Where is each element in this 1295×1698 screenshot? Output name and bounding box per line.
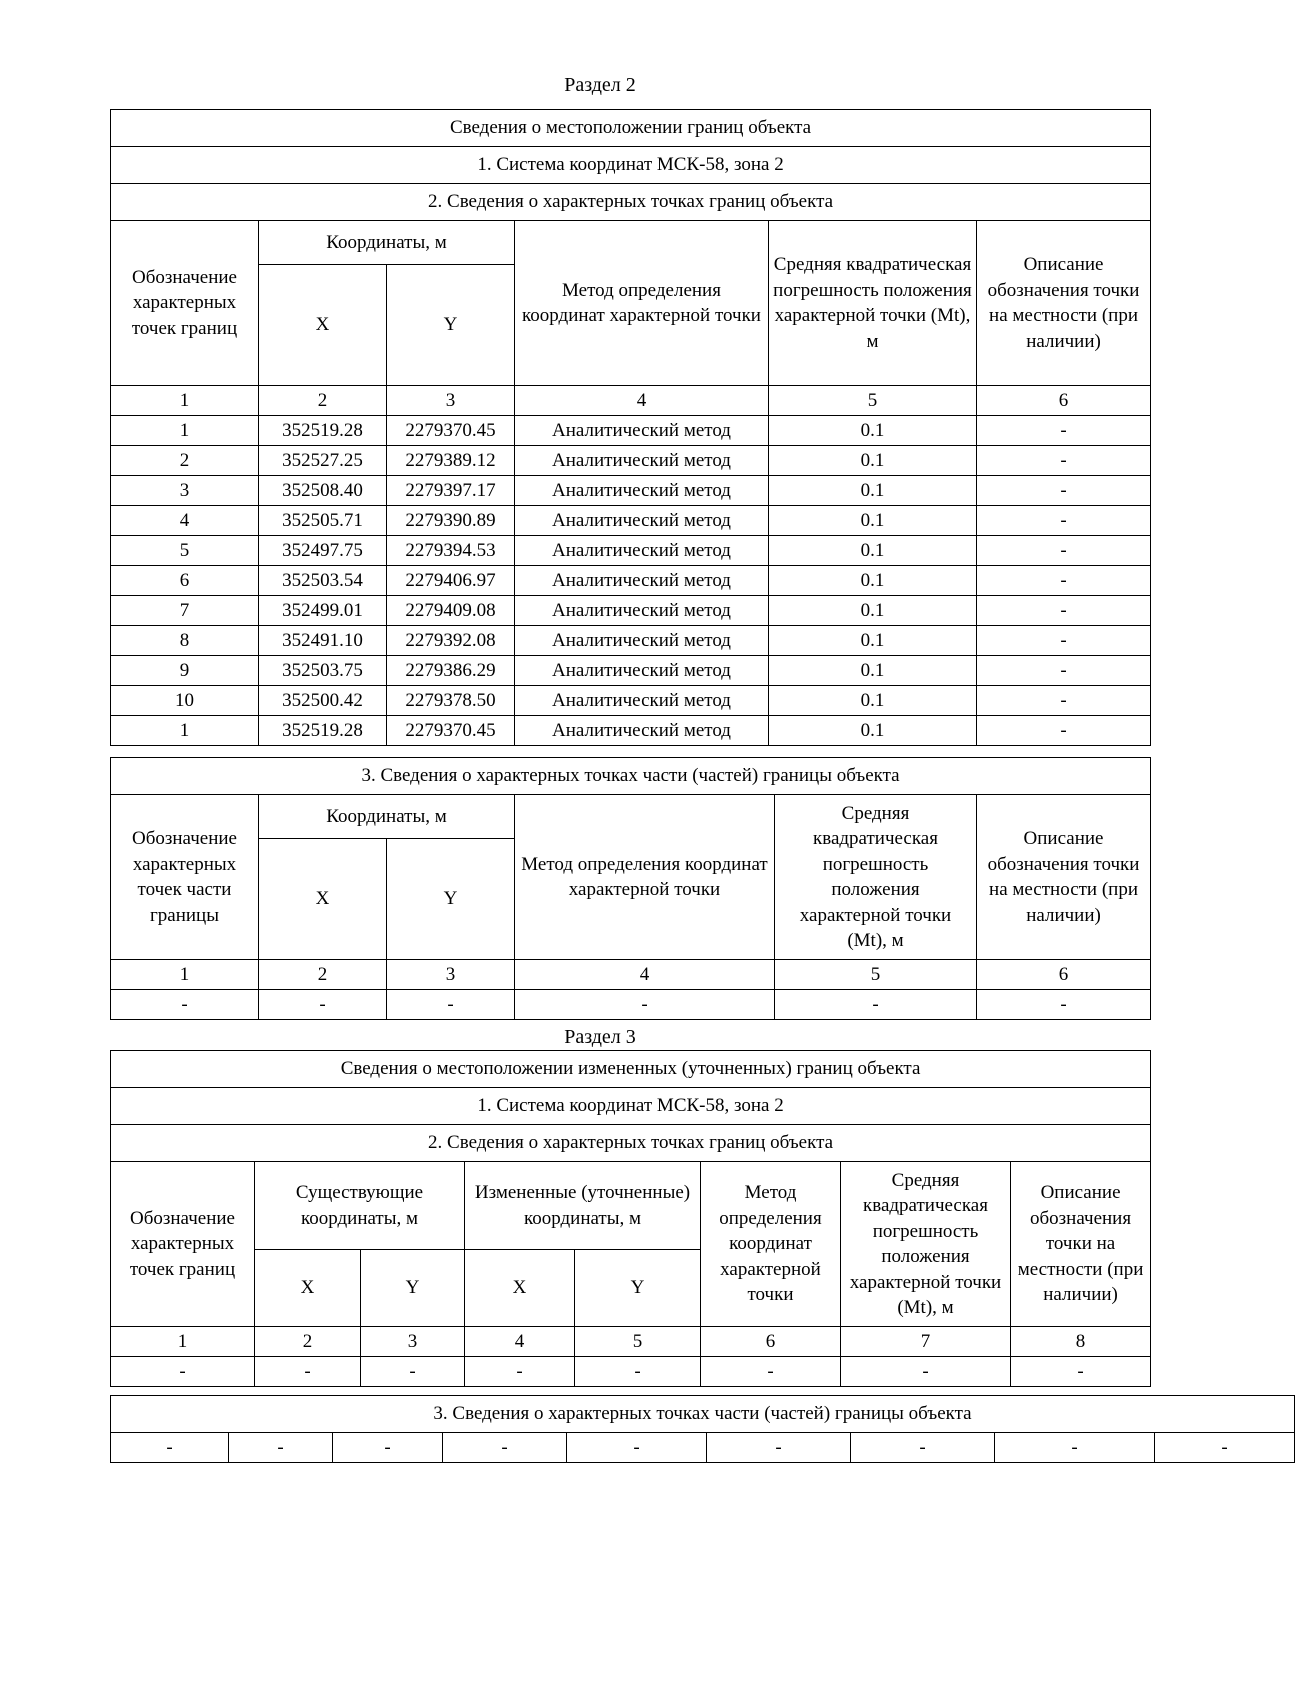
column-number: 6 [977, 960, 1151, 990]
section3-coordinate-system: 1. Система координат МСК-58, зона 2 [111, 1088, 1151, 1125]
error: 0.1 [769, 626, 977, 656]
description: - [977, 626, 1151, 656]
column-number-row [111, 1327, 1151, 1357]
column-number: 7 [841, 1327, 1011, 1357]
header-existing-x: X [255, 1250, 361, 1327]
table-cell: - [515, 990, 775, 1020]
coord-y: 2279370.45 [387, 416, 515, 446]
method: Аналитический метод [515, 506, 769, 536]
table-row [111, 686, 1151, 716]
section2-sub3-title: 3. Сведения о характерных точках части (частей) границы объекта [111, 758, 1151, 795]
table-row [111, 1357, 1151, 1387]
header-changed-x: X [465, 1250, 575, 1327]
description: - [977, 656, 1151, 686]
table-cell: - [111, 1433, 229, 1463]
description: - [977, 536, 1151, 566]
coord-x: 352491.10 [259, 626, 387, 656]
table-row [111, 446, 1151, 476]
column-number: 3 [387, 960, 515, 990]
description: - [977, 716, 1151, 746]
point-number: 10 [111, 686, 259, 716]
table-row [111, 990, 1151, 1020]
table-cell: - [701, 1357, 841, 1387]
coord-x: 352500.42 [259, 686, 387, 716]
header-method: Метод определения координат характерной точки [515, 221, 769, 386]
coord-x: 352503.75 [259, 656, 387, 686]
column-number: 5 [575, 1327, 701, 1357]
column-number: 2 [255, 1327, 361, 1357]
table-row [111, 716, 1151, 746]
header-y: Y [387, 839, 515, 960]
table-row [111, 626, 1151, 656]
table-cell: - [387, 990, 515, 1020]
coord-x: 352519.28 [259, 416, 387, 446]
section2-part-table [110, 757, 1151, 1020]
error: 0.1 [769, 416, 977, 446]
error: 0.1 [769, 716, 977, 746]
header-description: Описание обозначения точки на местности (при наличии) [1011, 1162, 1151, 1327]
method: Аналитический метод [515, 686, 769, 716]
coord-y: 2279370.45 [387, 716, 515, 746]
column-number: 2 [259, 960, 387, 990]
column-number: 5 [775, 960, 977, 990]
table-cell: - [259, 990, 387, 1020]
coord-x: 352497.75 [259, 536, 387, 566]
error: 0.1 [769, 506, 977, 536]
column-number-row [111, 960, 1151, 990]
point-number: 7 [111, 596, 259, 626]
header-existing-y: Y [361, 1250, 465, 1327]
section3-part-table [110, 1395, 1295, 1463]
table-row [111, 416, 1151, 446]
header-x: X [259, 839, 387, 960]
description: - [977, 506, 1151, 536]
error: 0.1 [769, 536, 977, 566]
table-cell: - [707, 1433, 851, 1463]
point-number: 1 [111, 716, 259, 746]
table-row [111, 656, 1151, 686]
section3-sub3-title: 3. Сведения о характерных точках части (частей) границы объекта [111, 1396, 1295, 1433]
point-number: 9 [111, 656, 259, 686]
section3-sub2-title: 2. Сведения о характерных точках границ объекта [111, 1125, 1151, 1162]
section3-heading: Раздел 3 [564, 1026, 636, 1048]
table-row [111, 536, 1151, 566]
coord-x: 352527.25 [259, 446, 387, 476]
column-number: 5 [769, 386, 977, 416]
table-cell: - [465, 1357, 575, 1387]
table-cell: - [255, 1357, 361, 1387]
point-number: 6 [111, 566, 259, 596]
error: 0.1 [769, 476, 977, 506]
method: Аналитический метод [515, 716, 769, 746]
method: Аналитический метод [515, 656, 769, 686]
section2-heading: Раздел 2 [564, 74, 636, 96]
method: Аналитический метод [515, 626, 769, 656]
table-cell: - [111, 1357, 255, 1387]
table-row [111, 1433, 1295, 1463]
table-cell: - [443, 1433, 567, 1463]
coord-y: 2279378.50 [387, 686, 515, 716]
description: - [977, 416, 1151, 446]
table-cell: - [775, 990, 977, 1020]
table-cell: - [229, 1433, 333, 1463]
coord-y: 2279406.97 [387, 566, 515, 596]
header-coordinates: Координаты, м [259, 795, 515, 839]
table-cell: - [111, 990, 259, 1020]
header-method: Метод определения координат характерной точки [701, 1162, 841, 1327]
coord-x: 352503.54 [259, 566, 387, 596]
section2-title: Сведения о местоположении границ объекта [111, 110, 1151, 147]
column-number: 6 [977, 386, 1151, 416]
header-y: Y [387, 265, 515, 386]
column-number: 4 [515, 386, 769, 416]
table-cell: - [567, 1433, 707, 1463]
table-cell: - [995, 1433, 1155, 1463]
coord-x: 352519.28 [259, 716, 387, 746]
header-existing-coordinates: Существующие координаты, м [255, 1162, 465, 1250]
coord-y: 2279386.29 [387, 656, 515, 686]
coord-y: 2279397.17 [387, 476, 515, 506]
header-method: Метод определения координат характерной точки [515, 795, 775, 960]
header-error: Средняя квадратическая погрешность положения характерной точки (Mt), м [769, 221, 977, 386]
coord-y: 2279392.08 [387, 626, 515, 656]
column-number: 8 [1011, 1327, 1151, 1357]
point-number: 1 [111, 416, 259, 446]
description: - [977, 566, 1151, 596]
table-cell: - [977, 990, 1151, 1020]
point-number: 5 [111, 536, 259, 566]
coord-y: 2279390.89 [387, 506, 515, 536]
table-cell: - [333, 1433, 443, 1463]
header-error: Средняя квадратическая погрешность положения характерной точки (Mt), м [775, 795, 977, 960]
table-cell: - [851, 1433, 995, 1463]
description: - [977, 446, 1151, 476]
header-description: Описание обозначения точки на местности (при наличии) [977, 795, 1151, 960]
point-number: 8 [111, 626, 259, 656]
header-designation: Обозначение характерных точек части границы [111, 795, 259, 960]
table-row [111, 476, 1151, 506]
table-cell: - [1011, 1357, 1151, 1387]
section2-coordinate-system: 1. Система координат МСК-58, зона 2 [111, 147, 1151, 184]
table-row [111, 596, 1151, 626]
error: 0.1 [769, 656, 977, 686]
header-designation: Обозначение характерных точек границ [111, 1162, 255, 1327]
header-x: X [259, 265, 387, 386]
table-row [111, 506, 1151, 536]
method: Аналитический метод [515, 536, 769, 566]
column-number: 1 [111, 960, 259, 990]
description: - [977, 476, 1151, 506]
column-number: 2 [259, 386, 387, 416]
coord-x: 352508.40 [259, 476, 387, 506]
table-cell: - [575, 1357, 701, 1387]
column-number: 4 [515, 960, 775, 990]
method: Аналитический метод [515, 446, 769, 476]
table-cell: - [841, 1357, 1011, 1387]
header-description: Описание обозначения точки на местности (при наличии) [977, 221, 1151, 386]
error: 0.1 [769, 566, 977, 596]
coord-x: 352505.71 [259, 506, 387, 536]
column-number-row [111, 386, 1151, 416]
coord-y: 2279409.08 [387, 596, 515, 626]
section2-sub2-title: 2. Сведения о характерных точках границ объекта [111, 184, 1151, 221]
header-changed-coordinates: Измененные (уточненные) координаты, м [465, 1162, 701, 1250]
header-designation: Обозначение характерных точек границ [111, 221, 259, 386]
column-number: 1 [111, 1327, 255, 1357]
table-row [111, 566, 1151, 596]
error: 0.1 [769, 446, 977, 476]
method: Аналитический метод [515, 476, 769, 506]
method: Аналитический метод [515, 416, 769, 446]
error: 0.1 [769, 596, 977, 626]
section3-title: Сведения о местоположении измененных (уточненных) границ объекта [111, 1051, 1151, 1088]
point-number: 3 [111, 476, 259, 506]
coord-y: 2279394.53 [387, 536, 515, 566]
header-coordinates: Координаты, м [259, 221, 515, 265]
column-number: 3 [361, 1327, 465, 1357]
column-number: 6 [701, 1327, 841, 1357]
column-number: 3 [387, 386, 515, 416]
description: - [977, 596, 1151, 626]
header-error: Средняя квадратическая погрешность положения характерной точки (Mt), м [841, 1162, 1011, 1327]
method: Аналитический метод [515, 566, 769, 596]
table-cell: - [361, 1357, 465, 1387]
coord-y: 2279389.12 [387, 446, 515, 476]
method: Аналитический метод [515, 596, 769, 626]
description: - [977, 686, 1151, 716]
point-number: 4 [111, 506, 259, 536]
column-number: 1 [111, 386, 259, 416]
column-number: 4 [465, 1327, 575, 1357]
table-cell: - [1155, 1433, 1295, 1463]
header-changed-y: Y [575, 1250, 701, 1327]
error: 0.1 [769, 686, 977, 716]
section3-table [110, 1050, 1151, 1387]
section2-table [110, 109, 1151, 746]
point-number: 2 [111, 446, 259, 476]
coord-x: 352499.01 [259, 596, 387, 626]
